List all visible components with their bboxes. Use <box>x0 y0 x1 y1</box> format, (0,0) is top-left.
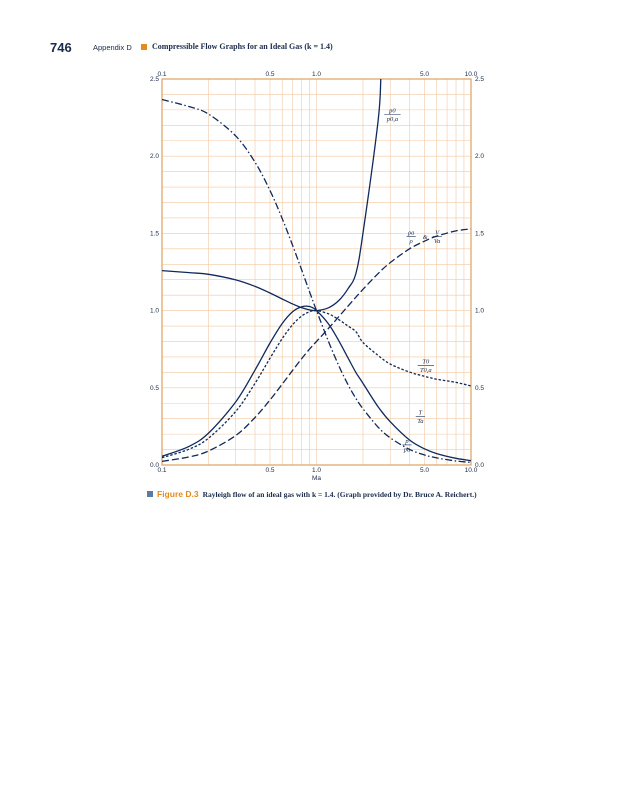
y-tick-label-right: 0.0 <box>475 462 485 469</box>
appendix-label: Appendix D <box>93 43 132 52</box>
x-tick-label-top: 0.1 <box>157 71 167 78</box>
caption-square-icon <box>147 491 153 497</box>
curve-label-0-numerator: p0 <box>389 107 396 115</box>
header-title: Compressible Flow Graphs for an Ideal Gas (k = 1.4) <box>152 42 333 51</box>
curve-label-2 <box>418 358 434 374</box>
y-tick-label-left: 2.5 <box>149 76 159 83</box>
x-tick-label-top: 10.0 <box>464 71 478 78</box>
curve-label-4-numerator: p <box>405 437 409 445</box>
page-number: 746 <box>50 40 72 55</box>
x-tick-label-bottom: 0.5 <box>265 467 275 474</box>
y-tick-label-left: 0.5 <box>149 384 159 392</box>
figure-caption <box>147 489 477 500</box>
y-tick-label-right: 1.5 <box>475 230 485 238</box>
x-tick-label-top: 1.0 <box>311 71 322 78</box>
y-tick-label-left: 0.0 <box>149 462 159 469</box>
y-tick-label-left: 2.0 <box>149 153 159 161</box>
x-axis-label: Ma <box>311 475 322 482</box>
y-tick-label-right: 2.5 <box>475 76 485 83</box>
x-tick-label-bottom: 1.0 <box>311 467 322 474</box>
curve-label-1-b-denominator: Va <box>433 237 441 245</box>
x-tick-label-bottom: 10.0 <box>464 467 478 474</box>
y-tick-label-right: 0.5 <box>475 384 485 392</box>
caption-text: Rayleigh flow of an ideal gas with k = 1.4. (Graph provided by Dr. Bruce A. Reichert.) <box>202 490 477 499</box>
y-tick-label-left: 1.0 <box>149 307 159 315</box>
x-tick-label-bottom: 5.0 <box>419 467 430 474</box>
y-tick-label-right: 2.0 <box>475 153 485 161</box>
y-tick-label-left: 1.5 <box>149 230 159 238</box>
grid <box>162 79 471 465</box>
curve-label-3-denominator: Ta <box>417 417 424 425</box>
curve-label-2-denominator: T0,a <box>419 366 432 374</box>
curve-label-3 <box>416 409 425 425</box>
y-tick-label-right: 1.0 <box>475 307 485 315</box>
curve-label-1-b-numerator: V <box>435 229 440 237</box>
curve-label-ampersand: & <box>422 233 428 241</box>
curve-label-4-denominator: pa <box>403 446 411 454</box>
x-tick-label-bottom: 0.1 <box>157 467 167 474</box>
curve-label-3-numerator: T <box>418 409 423 417</box>
curve-label-1-numerator: ρa <box>407 229 415 237</box>
curve-label-1-b <box>433 229 442 245</box>
figure-label: Figure D.3 <box>157 489 199 499</box>
tick-labels <box>150 71 484 474</box>
curve-labels <box>384 108 442 454</box>
curve-label-2-numerator: T0 <box>422 358 430 366</box>
x-tick-label-top: 0.5 <box>265 71 275 78</box>
curve-label-1-denominator: ρ <box>409 237 413 245</box>
x-tick-label-top: 5.0 <box>419 71 430 78</box>
curve-label-0-denominator: p0,a <box>386 116 399 124</box>
curve-label-1 <box>407 229 416 245</box>
